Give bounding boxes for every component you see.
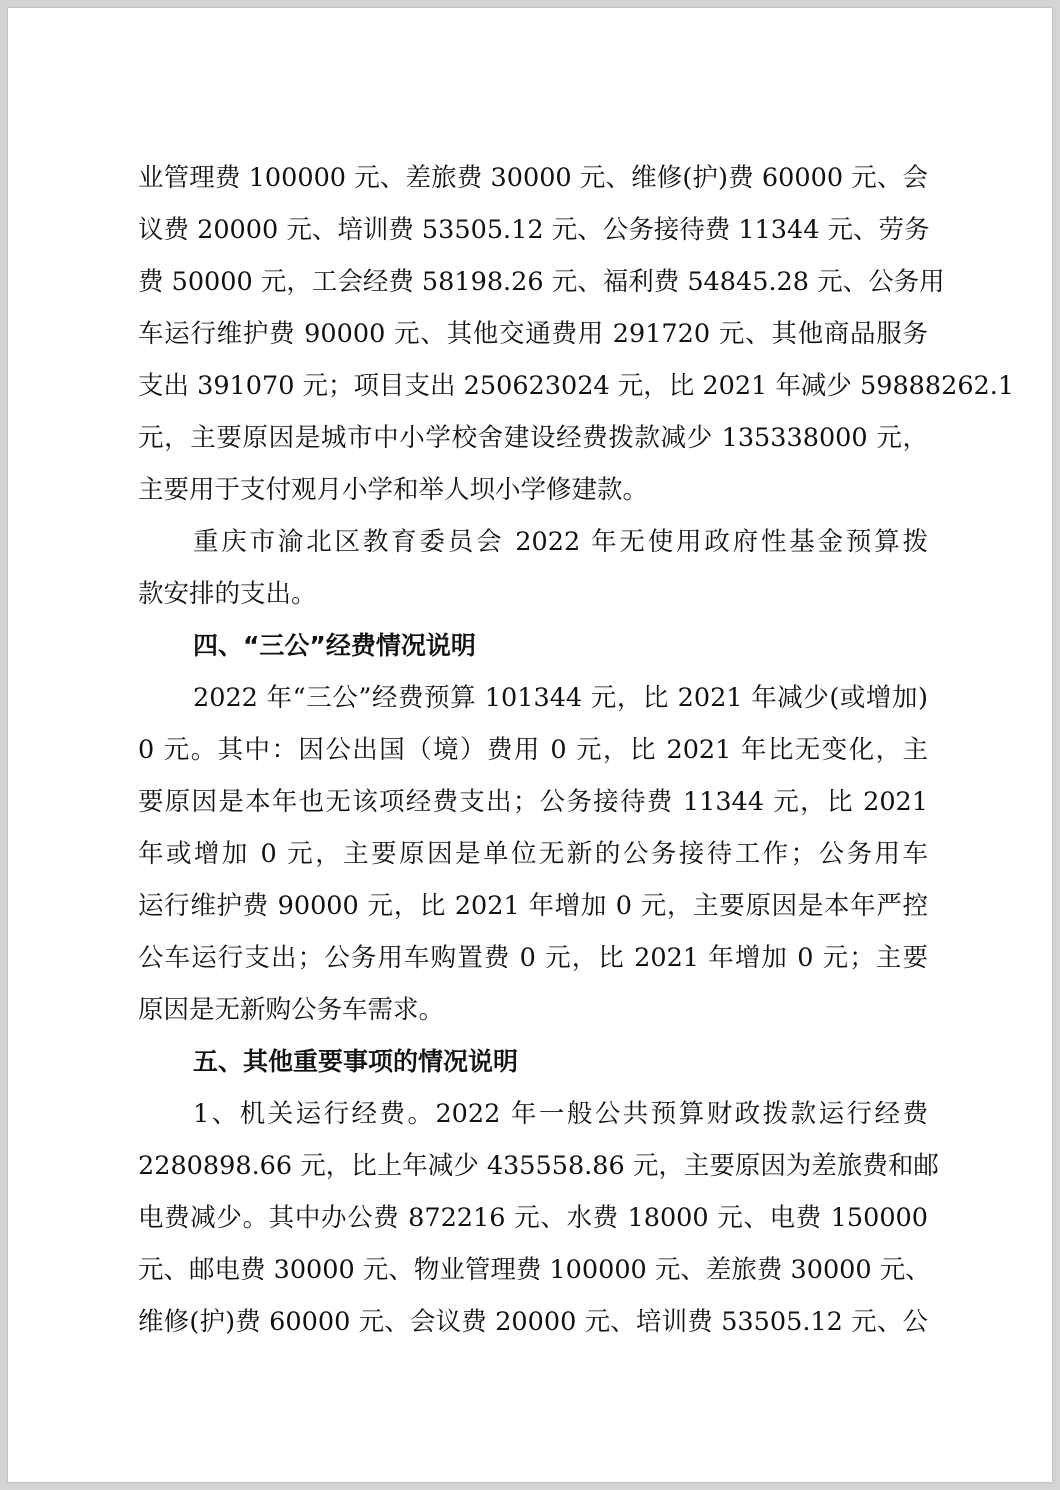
paragraph-line: 款安排的支出。 bbox=[138, 579, 317, 609]
paragraph-line: 要原因是本年也无该项经费支出；公务接待费 11344 元，比 2021 bbox=[138, 787, 928, 817]
paragraph-line: 业管理费 100000 元、差旅费 30000 元、维修(护)费 60000 元、会 bbox=[138, 163, 928, 193]
paragraph-line: 议费 20000 元、培训费 53505.12 元、公务接待费 11344 元、劳务 bbox=[138, 215, 930, 245]
paragraph-line: 车运行维护费 90000 元、其他交通费用 291720 元、其他商品服务 bbox=[138, 319, 928, 349]
paragraph-line: 运行维护费 90000 元，比 2021 年增加 0 元，主要原因是本年严控 bbox=[138, 891, 928, 921]
paragraph-line: 2280898.66 元，比上年减少 435558.86 元，主要原因为差旅费和邮 bbox=[138, 1151, 939, 1181]
paragraph-line: 电费减少。其中办公费 872216 元、水费 18000 元、电费 150000 bbox=[138, 1203, 928, 1233]
section-heading: 五、其他重要事项的情况说明 bbox=[193, 1047, 519, 1076]
paragraph-line: 元、邮电费 30000 元、物业管理费 100000 元、差旅费 30000 元、 bbox=[138, 1255, 931, 1285]
paragraph-line: 支出 391070 元；项目支出 250623024 元，比 2021 年减少 59888262.1 bbox=[138, 371, 1015, 401]
paragraph-line: 维修(护)费 60000 元、会议费 20000 元、培训费 53505.12 元、公 bbox=[138, 1307, 928, 1337]
paragraph-line: 费 50000 元，工会经费 58198.26 元、福利费 54845.28 元、公务用 bbox=[138, 267, 945, 297]
paragraph-line: 重庆市渝北区教育委员会 2022 年无使用政府性基金预算拨 bbox=[193, 527, 928, 557]
paragraph-line: 公车运行支出；公务用车购置费 0 元，比 2021 年增加 0 元；主要 bbox=[138, 943, 928, 973]
paragraph-line: 原因是无新购公务车需求。 bbox=[138, 995, 445, 1025]
paragraph-line: 1、机关运行经费。2022 年一般公共预算财政拨款运行经费 bbox=[193, 1099, 928, 1129]
paragraph-line: 0 元。其中：因公出国（境）费用 0 元，比 2021 年比无变化，主 bbox=[138, 735, 928, 765]
paragraph-line: 年或增加 0 元，主要原因是单位无新的公务接待工作；公务用车 bbox=[138, 839, 928, 869]
paragraph-line: 元，主要原因是城市中小学校舍建设经费拨款减少 135338000 元， bbox=[138, 423, 928, 453]
paragraph-line: 主要用于支付观月小学和举人坝小学修建款。 bbox=[138, 475, 649, 505]
section-heading: 四、“三公”经费情况说明 bbox=[193, 631, 476, 660]
document-page bbox=[8, 8, 1052, 1482]
paragraph-line: 2022 年“三公”经费预算 101344 元，比 2021 年减少(或增加) bbox=[193, 683, 928, 713]
